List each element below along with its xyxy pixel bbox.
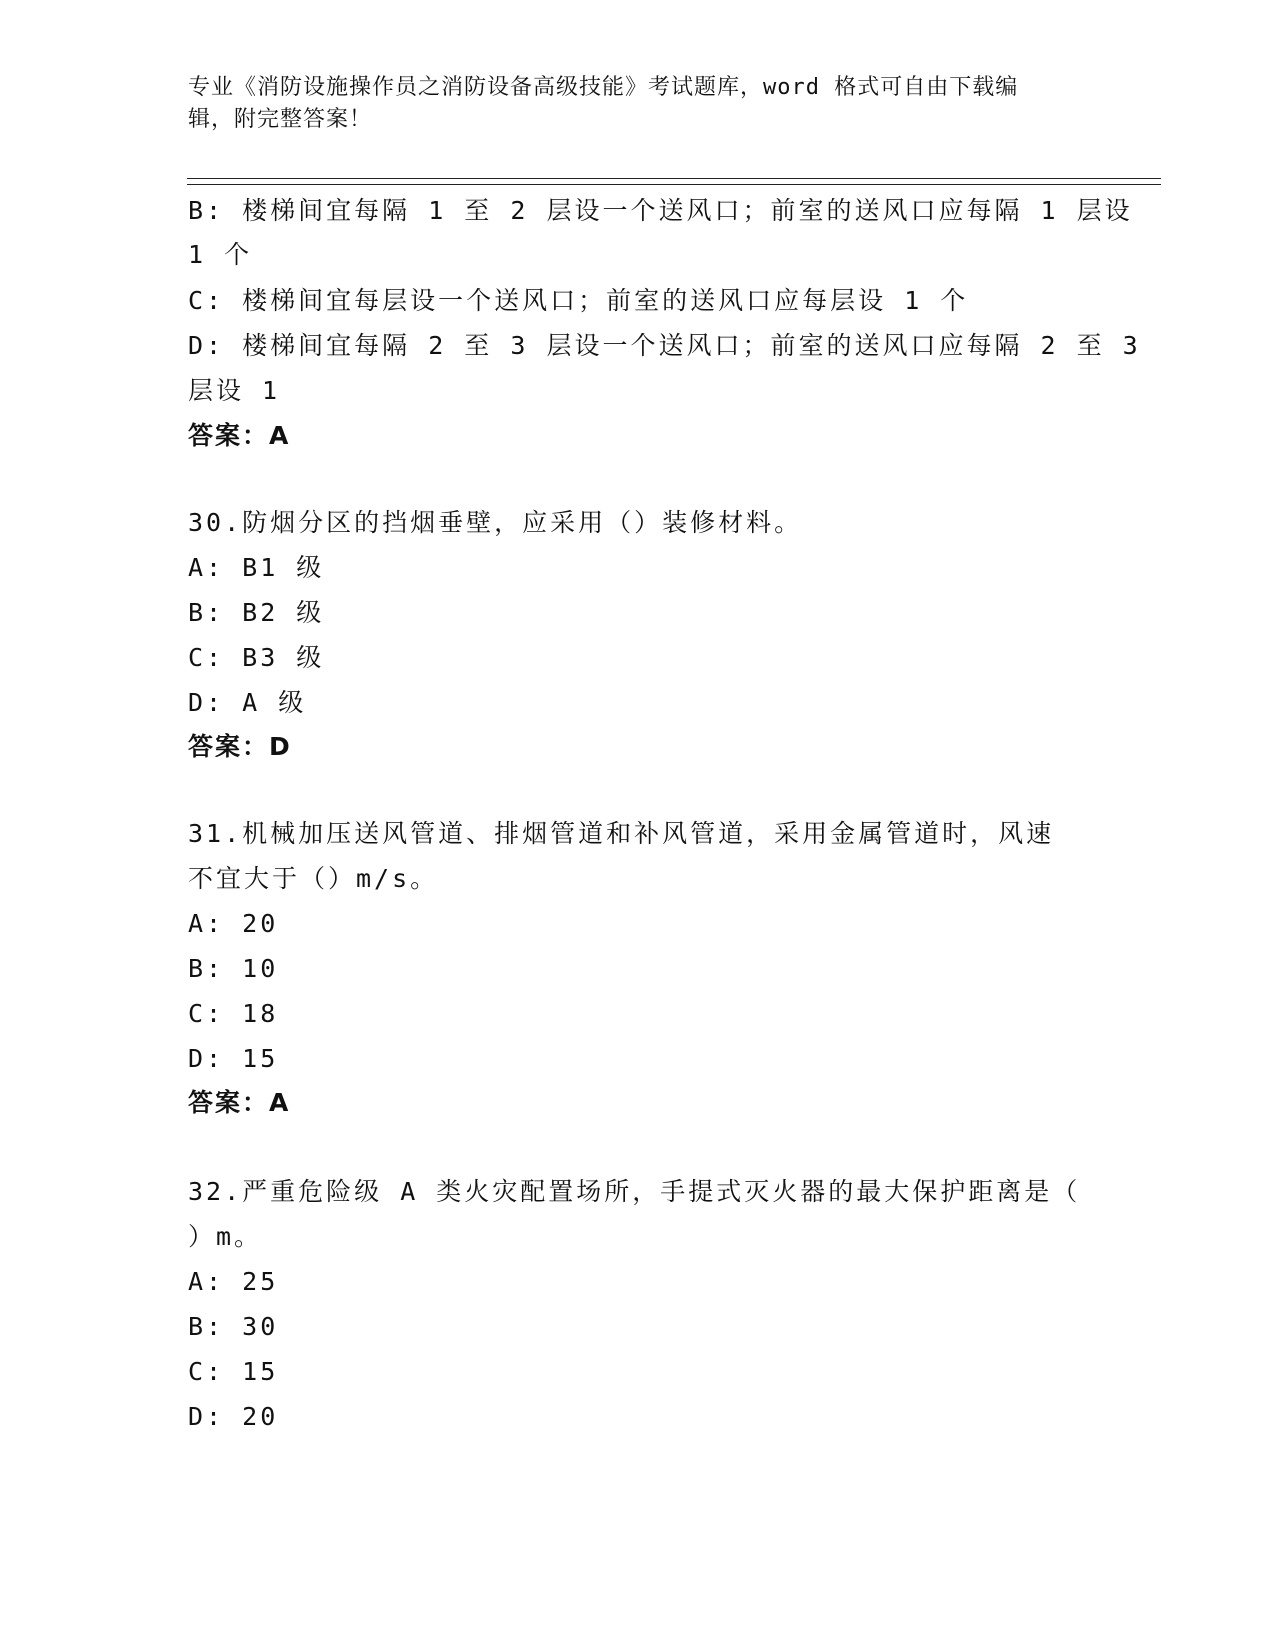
- header-line-2: 辑，附完整答案！: [188, 107, 373, 132]
- q29-option-b-line-2: 1 个: [188, 240, 253, 269]
- q31-option-b: B: 10: [188, 954, 279, 983]
- q31-option-d: D: 15: [188, 1044, 279, 1073]
- q29-option-c: C: 楼梯间宜每层设一个送风口；前室的送风口应每层设 1 个: [188, 286, 969, 315]
- q30-answer: 答案：D: [188, 732, 292, 761]
- document-header: [188, 72, 1088, 136]
- q30-option-a: A: B1 级: [188, 553, 325, 582]
- header-line-1: 专业《消防设施操作员之消防设备高级技能》考试题库，word 格式可自由下载编: [188, 75, 1019, 100]
- q31-answer: 答案：A: [188, 1088, 291, 1117]
- q30-question: 30.防烟分区的挡烟垂壁，应采用（）装修材料。: [188, 508, 803, 537]
- q31-question-line-2: 不宜大于（）m/s。: [188, 864, 439, 893]
- q29-option-d-line-1: D: 楼梯间宜每隔 2 至 3 层设一个送风口；前室的送风口应每隔 2 至 3: [188, 331, 1141, 360]
- q32-question-line-2: ）m。: [188, 1222, 263, 1251]
- q31-option-a: A: 20: [188, 909, 279, 938]
- header-rule-bottom: [187, 184, 1161, 185]
- q29-answer: 答案：A: [188, 421, 291, 450]
- q32-option-d: D: 20: [188, 1402, 279, 1431]
- q32-option-a: A: 25: [188, 1267, 279, 1296]
- q30-option-d: D: A 级: [188, 688, 307, 717]
- header-rule-top: [187, 178, 1161, 179]
- q29-option-b-line-1: B: 楼梯间宜每隔 1 至 2 层设一个送风口；前室的送风口应每隔 1 层设: [188, 196, 1133, 225]
- q32-option-c: C: 15: [188, 1357, 279, 1386]
- q29-option-d-line-2: 层设 1: [188, 376, 281, 405]
- q31-option-c: C: 18: [188, 999, 279, 1028]
- q31-question-line-1: 31.机械加压送风管道、排烟管道和补风管道，采用金属管道时，风速: [188, 819, 1055, 848]
- q30-option-c: C: B3 级: [188, 643, 325, 672]
- q32-question-line-1: 32.严重危险级 A 类火灾配置场所，手提式灭火器的最大保护距离是（: [188, 1177, 1081, 1206]
- q32-option-b: B: 30: [188, 1312, 279, 1341]
- q30-option-b: B: B2 级: [188, 598, 325, 627]
